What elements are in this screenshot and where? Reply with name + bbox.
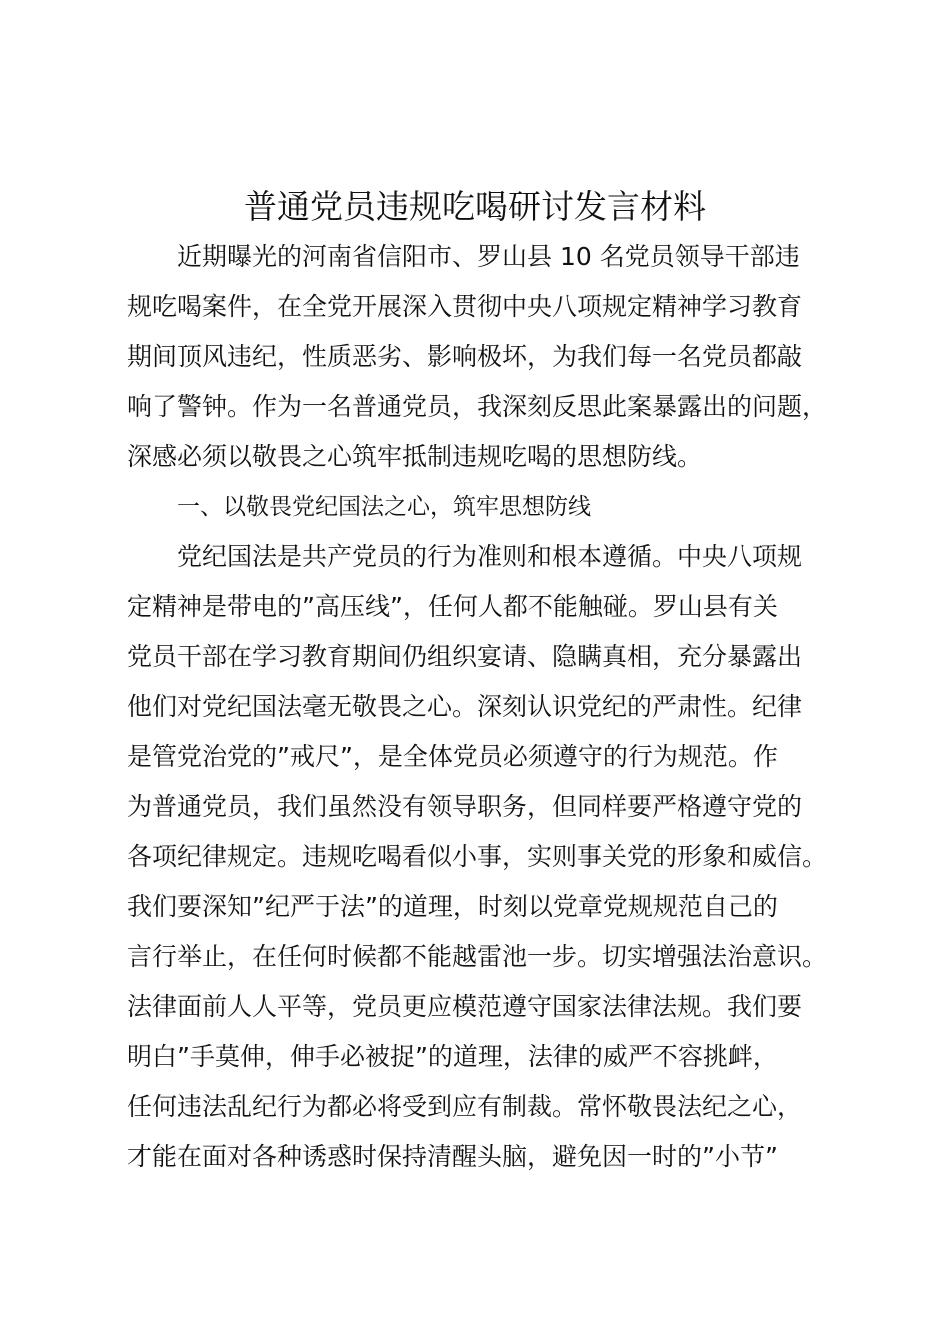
paragraph-line: 才能在面对各种诱惑时保持清醒头脑，避免因一时的”小节” xyxy=(127,1142,778,1171)
paragraph-line: 党员干部在学习教育期间仍组织宴请、隐瞒真相，充分暴露出 xyxy=(127,642,803,671)
paragraph-line: 言行举止，在任何时候都不能越雷池一步。切实增强法治意识。 xyxy=(127,942,828,971)
paragraph-line: 他们对党纪国法毫无敬畏之心。深刻认识党纪的严肃性。纪律 xyxy=(127,692,803,721)
paragraph-line: 为普通党员，我们虽然没有领导职务，但同样要严格遵守党的 xyxy=(127,792,803,821)
document-body xyxy=(127,232,857,1182)
paragraph-line: 是管党治党的”戒尺”，是全体党员必须遵守的行为规范。作 xyxy=(127,742,778,771)
paragraph-line: 党纪国法是共产党员的行为准则和根本遵循。中央八项规 xyxy=(177,542,803,571)
document-title: 普通党员违规吃喝研讨发言材料 xyxy=(244,187,706,226)
paragraph-line: 规吃喝案件，在全党开展深入贯彻中央八项规定精神学习教育 xyxy=(127,292,803,321)
paragraph-line: 定精神是带电的”高压线”，任何人都不能触碰。罗山县有关 xyxy=(127,592,778,621)
section-heading: 一、以敬畏党纪国法之心，筑牢思想防线 xyxy=(177,494,591,520)
paragraph-line: 响了警钟。作为一名普通党员，我深刻反思此案暴露出的问题， xyxy=(127,392,828,421)
paragraph-line: 深感必须以敬畏之心筑牢抵制违规吃喝的思想防线。 xyxy=(127,442,703,471)
paragraph-line: 明白”手莫伸，伸手必被捉”的道理，法律的威严不容挑衅， xyxy=(127,1042,778,1071)
paragraph-line: 法律面前人人平等，党员更应模范遵守国家法律法规。我们要 xyxy=(127,992,803,1021)
paragraph-line: 近期曝光的河南省信阳市、罗山县 10 名党员领导干部违 xyxy=(177,242,800,271)
paragraph-line: 我们要深知”纪严于法”的道理，时刻以党章党规规范自己的 xyxy=(127,892,778,921)
paragraph-line: 各项纪律规定。违规吃喝看似小事，实则事关党的形象和威信。 xyxy=(127,842,828,871)
paragraph-line: 任何违法乱纪行为都必将受到应有制裁。常怀敬畏法纪之心， xyxy=(127,1092,803,1121)
paragraph-line: 期间顶风违纪，性质恶劣、影响极坏，为我们每一名党员都敲 xyxy=(127,342,803,371)
